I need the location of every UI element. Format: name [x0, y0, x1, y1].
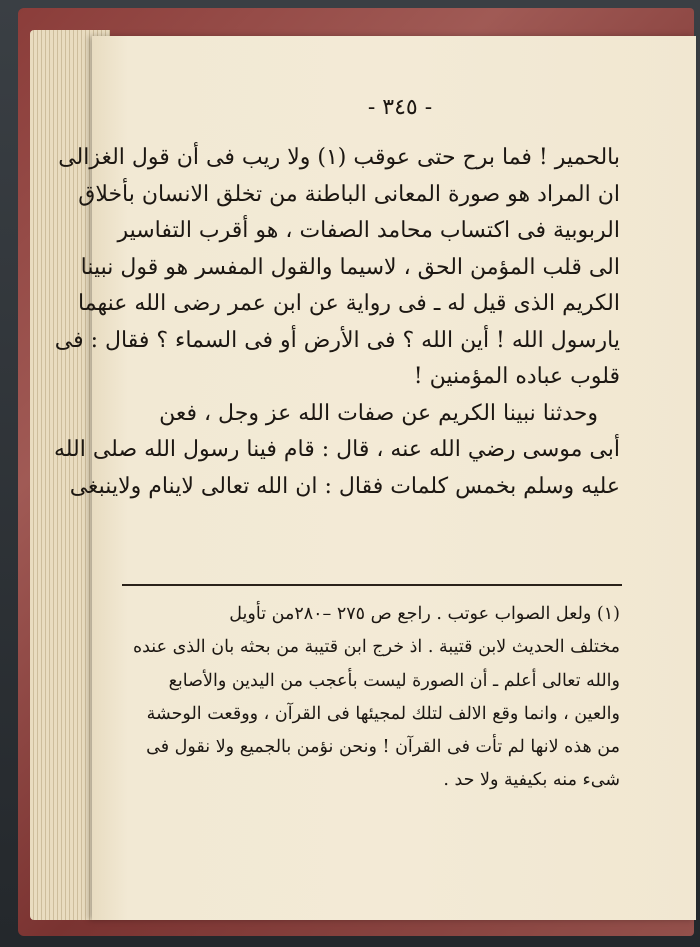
page-number: - ٣٤٥ -: [367, 95, 433, 120]
footnote-line: من هذه لانها لم تأت فى القرآن ! ونحن نؤمن بالجميع ولا نقول فى: [146, 737, 620, 758]
footnote-divider: [122, 584, 622, 586]
text-line: وحدثنا نبينا الكريم عن صفات الله عز وجل ، فعن: [159, 400, 598, 426]
text-line: بالحمير ! فما برح حتى عوقب (١) ولا ريب فى أن قول الغزالى: [58, 145, 620, 170]
footnote-line: والعين ، وانما وقع الالف لتلك لمجيئها فى القرآن ، ووقعت الوحشة: [146, 703, 620, 724]
text-line: الكريم الذى قيل له ـ فى رواية عن ابن عمر رضى الله عنهما: [78, 291, 620, 316]
main-text: [53, 140, 620, 505]
footnote-line: مختلف الحديث لابن قتيبة . اذ خرج ابن قتيبة من بحثه بان الذى عنده: [132, 637, 620, 658]
text-line: قلوب عباده المؤمنين !: [413, 364, 620, 389]
footnote-line: والله تعالى أعلم ـ أن الصورة ليست بأعجب من اليدين والأصابع: [168, 670, 620, 691]
text-line: أبى موسى رضي الله عنه ، قال : قام فينا رسول الله صلى الله: [53, 437, 620, 462]
footnote-line: شىء منه بكيفية ولا حد .: [443, 770, 620, 791]
footnote-line: (١) ولعل الصواب عوتب . راجع ص ٢٧٥ –٢٨٠من تأويل: [229, 604, 620, 624]
text-line: يارسول الله ! أين الله ؟ فى الأرض أو فى السماء ؟ فقال : فى: [54, 327, 620, 353]
text-line: ان المراد هو صورة المعانى الباطنة من تخلق الانسان بأخلاق: [78, 181, 620, 207]
text-line: عليه وسلم بخمس كلمات فقال : ان الله تعالى لاينام ولاينبغى: [69, 473, 620, 499]
footnote: [120, 598, 620, 798]
text-line: الى قلب المؤمن الحق ، لاسيما والقول المفسر هو قول نبينا: [80, 254, 620, 280]
text-line: الربوبية فى اكتساب محامد الصفات ، هو أقرب التفاسير: [117, 218, 620, 243]
